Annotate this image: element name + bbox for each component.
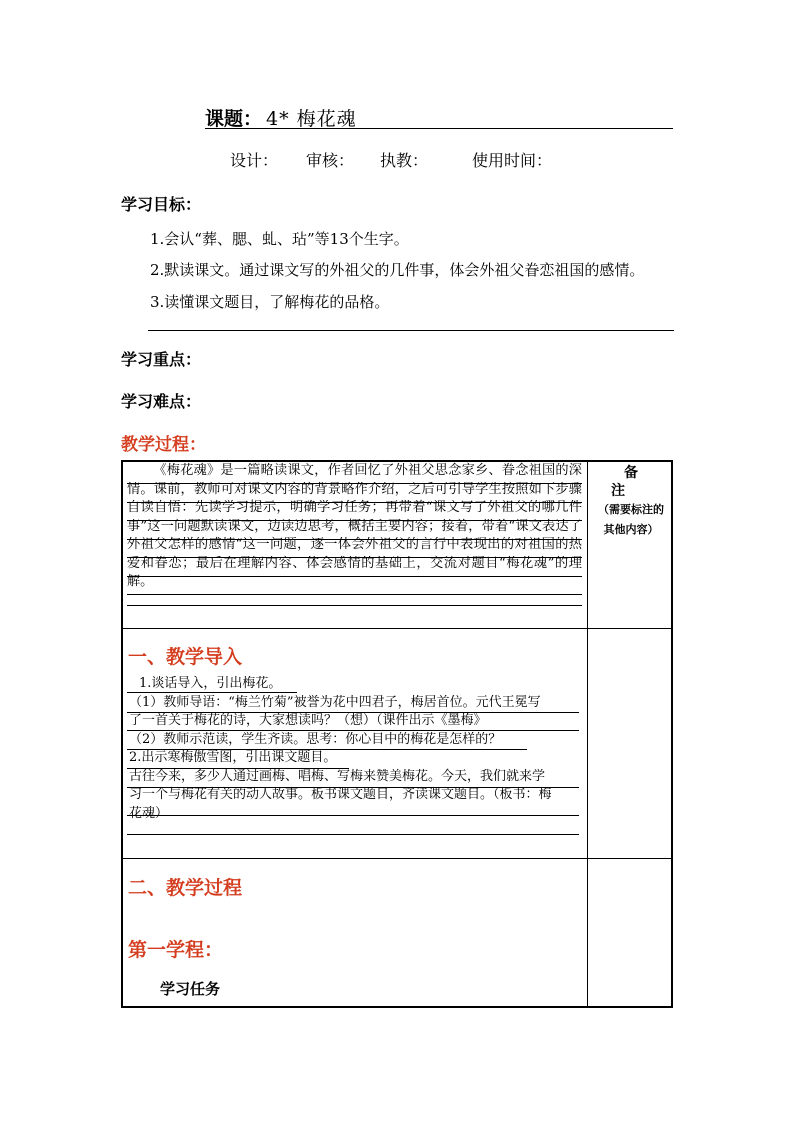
notes-label-2: 注 <box>611 483 625 499</box>
underline <box>127 730 579 731</box>
section-process-title: 二、教学过程 <box>128 877 243 899</box>
task-label: 学习任务 <box>160 980 221 998</box>
underline <box>127 557 582 558</box>
underline <box>127 768 349 769</box>
difficulties-heading: 学习难点： <box>121 392 202 411</box>
objective-item: 3.读懂课文题目，了解梅花的品格。 <box>150 293 390 311</box>
intro-line: 花魂） <box>129 805 169 821</box>
title-row <box>205 104 673 129</box>
underline <box>127 594 582 595</box>
underline <box>127 749 527 750</box>
underline <box>127 576 582 577</box>
notes-sub: （需要标注的其他内容） <box>598 503 664 536</box>
underline <box>127 787 579 788</box>
underline <box>127 483 582 484</box>
underline <box>127 692 297 693</box>
underline <box>127 502 582 503</box>
column-divider <box>587 460 588 1008</box>
intro-line: 习一个与梅花有关的动人故事。板书课文题目，齐读课文题目。（板书：梅 <box>129 787 552 802</box>
objectives-heading: 学习目标： <box>121 195 202 214</box>
underline <box>127 712 579 713</box>
intro-line: （2）教师示范读，学生齐读。思考：你心目中的梅花是怎样的？ <box>129 731 502 747</box>
teach-field: 执教： <box>380 151 429 170</box>
underline <box>127 815 579 816</box>
intro-line: 古往今来，多少人通过画梅、唱梅、写梅来赞美梅花。今天，我们就来学 <box>129 768 546 784</box>
row-divider <box>121 858 673 859</box>
underline <box>127 605 582 606</box>
underline <box>127 834 579 835</box>
intro-line: （1）教师导语：“梅兰竹菊”被誉为花中四君子，梅居首位。元代王冕写 <box>129 694 541 710</box>
time-field: 使用时间： <box>472 151 553 170</box>
meta-row <box>230 148 552 171</box>
section-intro-title: 一、教学导入 <box>128 646 243 668</box>
intro-paragraph <box>127 462 582 592</box>
lesson-title: 4* 梅花魂 <box>266 108 357 130</box>
objective-item: 2.默读课文。通过课文写的外祖父的几件事，体会外祖父眷恋祖国的感情。 <box>150 261 645 279</box>
divider <box>148 330 674 331</box>
intro-line: 了一首关于梅花的诗，大家想读吗？（想）（课件出示《墨梅》 <box>129 713 487 728</box>
process-heading: 教学过程： <box>121 435 206 455</box>
first-stage-title: 第一学程： <box>128 939 224 961</box>
intro-line: 1.谈话导入，引出梅花。 <box>139 676 282 691</box>
review-field: 审核： <box>306 151 355 170</box>
underline <box>127 539 582 540</box>
design-field: 设计： <box>230 151 279 170</box>
intro-line: 2.出示寒梅傲雪图，引出课文题目。 <box>129 750 337 765</box>
notes-label-1: 备 <box>624 465 638 481</box>
intro-text: 《梅花魂》是一篇略读课文，作者回忆了外祖父思念家乡、眷念祖国的深情。课前，教师可对课文内容的背景略作介绍，之后可引导学生按照如下步骤自读自悟：先读学习提示，明确学习任务；再带着“课文写了外祖父的哪几件事”这一问题默读课文，边读边思考，概括主要内容；接着，带着“课文表达了外祖父怎样的感情“这一问题，逐一体会外祖父的言行中表现出的对祖国的热爱和眷恋；最后在理解内容、体会感情的基础上，交流对题目“梅花魂”的理解。 <box>127 463 582 589</box>
row-divider <box>121 628 673 629</box>
objective-item: 1.会认“葬、腮、虬、玷”等13个生字。 <box>150 230 409 248</box>
underline <box>127 520 582 521</box>
notes-header <box>596 464 666 540</box>
title-label: 课题： <box>205 108 263 130</box>
key-points-heading: 学习重点： <box>121 350 202 369</box>
